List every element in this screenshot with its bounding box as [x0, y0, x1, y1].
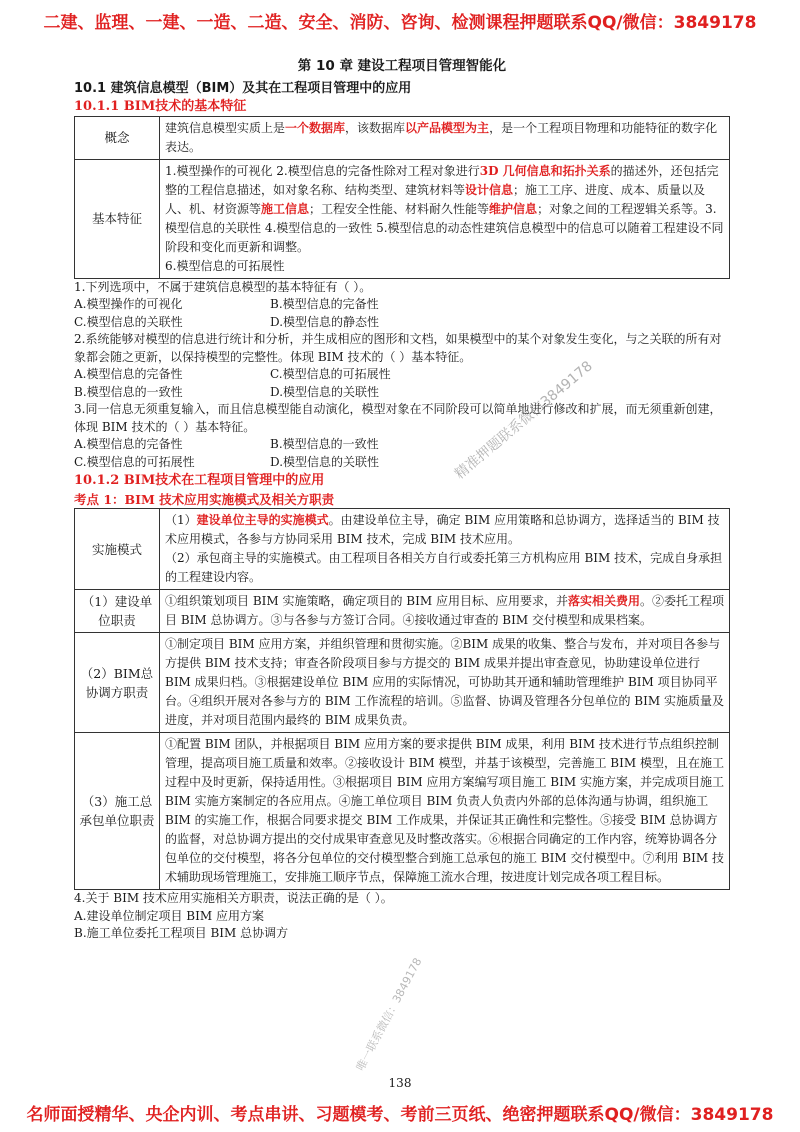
bim-features-table: [74, 116, 730, 279]
option: D.模型信息的静态性: [270, 314, 380, 329]
owner-duties-cell: ①组织策划项目 BIM 实施策略，确定项目的 BIM 应用目标、应用要求，并落实相关费用。②委托工程项目 BIM 总协调方。③与各参与方签订合同。④接收通过审查的 BIM 交付模型和成果档案。: [160, 590, 730, 633]
option: B.施工单位委托工程项目 BIM 总协调方: [74, 926, 289, 940]
row-label-coordinator: （2）BIM总协调方职责: [75, 633, 160, 733]
subsection-title-1: 10.1.1 BIM技术的基本特征: [74, 99, 247, 114]
option: C.模型信息的可拓展性: [270, 367, 391, 381]
row-label-features: 基本特征: [75, 159, 160, 278]
option: A.建设单位制定项目 BIM 应用方案: [74, 908, 264, 923]
row-label-concept: 概念: [75, 116, 160, 159]
question-3-options: [74, 436, 730, 454]
exam-point-title: 考点 1：BIM 技术应用实施模式及相关方职责: [74, 491, 335, 507]
option: A.模型信息的完备性: [74, 437, 183, 451]
subsection-title-2: 10.1.2 BIM技术在工程项目管理中的应用: [74, 473, 325, 488]
question-3-options: [74, 454, 730, 472]
page-content: [74, 58, 730, 943]
question-2-options: [74, 384, 730, 402]
option: B.模型信息的完备性: [270, 297, 379, 311]
option: D.模型信息的关联性: [270, 454, 380, 469]
row-label-owner: （1）建设单位职责: [75, 590, 160, 633]
table-row: [75, 633, 730, 733]
option: A.模型操作的可视化: [74, 297, 183, 311]
question-2-stem: 2.系统能够对模型的信息进行统计和分析，并生成相应的图形和文档，如果模型中的某个对象发生变化，与之关联的所有对象都会随之更新，以保持模型的完整性。体现 BIM 技术的（ ）基本特征。: [74, 332, 722, 364]
coordinator-duties-cell: ①制定项目 BIM 应用方案，并组织管理和贯彻实施。②BIM 成果的收集、整合与发布，并对项目各参与方提供 BIM 技术支持；审查各阶段项目参与方提交的 BIM 成果并提出审查意见，协助建设单位进行 BIM 成果归档。③根据建设单位 BIM 应用的实际情况，可协助其开通和辅助管理维护 BIM 项目协同平台。④组织开展对各参与方的 BIM 工作流程的培训。⑤监督、协调及管理各分包单位的 BIM 实施质量及进度，并对项目范围内最终的 BIM 成果负责。: [160, 633, 730, 733]
option: C.模型信息的关联性: [74, 314, 183, 329]
watermark: 精准押题联系微信3849178: [451, 358, 596, 483]
table-row: [75, 159, 730, 278]
table-row: [75, 509, 730, 590]
table-row: [75, 733, 730, 890]
row-label-contractor: （3）施工总承包单位职责: [75, 733, 160, 890]
question-2-options: [74, 366, 730, 384]
option: C.模型信息的可拓展性: [74, 454, 195, 469]
mode-cell: （1）建设单位主导的实施模式。由建设单位主导，确定 BIM 应用策略和总协调方，选择适当的 BIM 技术应用模式，各参与方协同采用 BIM 技术，完成 BIM 技术应用。 （2）承包商主导的实施模式。由工程项目各相关方自行或委托第三方机构应用 BIM 技术，完成自身承担的工程建设内容。: [160, 509, 730, 590]
table-row: [75, 116, 730, 159]
question-1-options: [74, 296, 730, 314]
question-1-stem: 1.下列选项中，不属于建筑信息模型的基本特征有（ ）。: [74, 279, 372, 294]
row-label-mode: 实施模式: [75, 509, 160, 590]
question-4-stem: 4.关于 BIM 技术应用实施相关方职责，说法正确的是（ ）。: [74, 891, 393, 905]
option: B.模型信息的一致性: [270, 437, 379, 451]
bottom-banner: 名师面授精华、央企内训、考点串讲、习题模考、考前三页纸、绝密押题联系QQ/微信：3849178: [26, 1105, 774, 1125]
concept-cell: 建筑信息模型实质上是一个数据库，该数据库以产品模型为主，是一个工程项目物理和功能特征的数字化表达。: [160, 116, 730, 159]
table-row: [75, 590, 730, 633]
top-banner: 二建、监理、一建、一造、二造、安全、消防、咨询、检测课程押题联系QQ/微信：3849178: [43, 13, 757, 33]
features-cell: 1.模型操作的可视化 2.模型信息的完备性除对工程对象进行3D 几何信息和拓扑关系的描述外，还包括完整的工程信息描述，如对象名称、结构类型、建筑材料等设计信息；施工工序、进度、成本、质量以及人、机、材资源等施工信息；工程安全性能、材料耐久性能等维护信息；对象之间的工程逻辑关系等。3.模型信息的关联性 4.模型信息的一致性 5.模型信息的动态性建筑信息模型中的信息可以随着工程建设不同阶段和变化而更新和调整。 6.模型信息的可拓展性: [160, 159, 730, 278]
bim-roles-table: [74, 508, 730, 890]
page-number: 138: [388, 1076, 412, 1090]
question-1-options: [74, 314, 730, 332]
watermark-bottom: 唯一联系微信：3849178: [353, 955, 425, 1074]
option: A.模型信息的完备性: [74, 367, 183, 381]
section-title: 10.1 建筑信息模型（BIM）及其在工程项目管理中的应用: [74, 80, 412, 96]
question-3-stem: 3.同一信息无须重复输入，而且信息模型能自动演化，模型对象在不同阶段可以简单地进行修改和扩展，而无须重新创建，体现 BIM 技术的（ ）基本特征。: [74, 402, 722, 434]
option: B.模型信息的一致性: [74, 384, 183, 399]
chapter-title: 第 10 章 建设工程项目管理智能化: [297, 58, 507, 74]
contractor-duties-cell: ①配置 BIM 团队，并根据项目 BIM 应用方案的要求提供 BIM 成果，利用 BIM 技术进行节点组织控制管理，提高项目施工质量和效率。②接收设计 BIM 模型，并基于该模型，完善施工 BIM 模型，且在施工过程中及时更新，保持适用性。③根据项目 BIM 应用方案编写项目施工 BIM 实施方案，并完成项目施工 BIM 实施方案制定的各应用点。④施工单位项目 BIM 负责人负责内外部的总体沟通与协调，组织施工 BIM 的实施工作，根据合同要求提交 BIM 工作成果，并保证其正确性和完整性。⑤接受 BIM 总协调方的监督，对总协调方提出的交付成果审查意见及时整改落实。⑥根据合同确定的工作内容，统筹协调各分包单位的交付模型，将各分包单位的交付模型整合到施工总承包的施工 BIM 交付模型中。⑦利用 BIM 技术辅助现场管理施工，安排施工顺序节点，保障施工流水合理，按进度计划完成各项工程目标。: [160, 733, 730, 890]
option: D.模型信息的关联性: [270, 384, 380, 399]
